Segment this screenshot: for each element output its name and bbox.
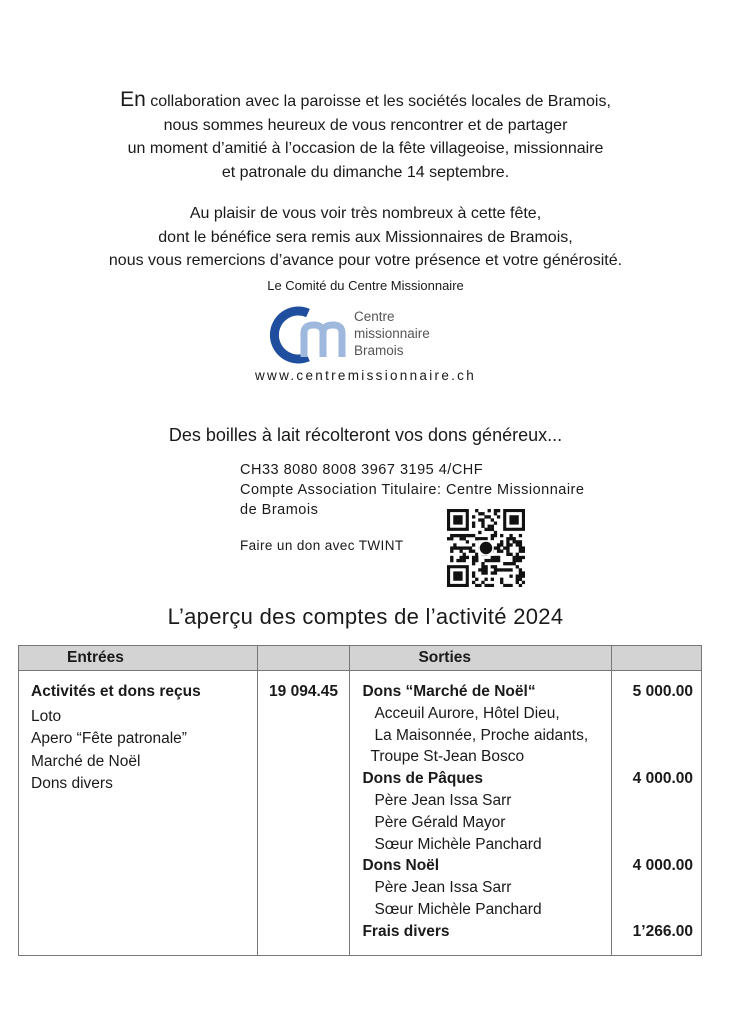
bank-details bbox=[240, 460, 584, 520]
logo-line-2: missionnaire bbox=[354, 326, 430, 341]
expense-item: Père Jean Issa Sarr bbox=[374, 791, 512, 809]
intro-line-3: un moment d’amitié à l’occasion de la fête villageoise, missionnaire bbox=[127, 140, 604, 157]
income-item: Marché de Noël bbox=[31, 752, 141, 770]
expense-group-title: Dons de Pâques bbox=[362, 770, 484, 788]
account-line-2: de Bramois bbox=[240, 502, 319, 518]
expense-amount: 4 000.00 bbox=[632, 857, 693, 875]
donation-headline: Des boilles à lait récolteront vos dons généreux... bbox=[168, 425, 563, 445]
accounts-table bbox=[18, 645, 702, 956]
expense-amount: 4 000.00 bbox=[632, 770, 693, 788]
website-link[interactable]: www.centremissionnaire.ch bbox=[254, 368, 477, 383]
intro-line-7: nous vous remercions d’avance pour votre présence et votre générosité. bbox=[108, 252, 623, 269]
expense-amount: 1’266.00 bbox=[632, 922, 693, 940]
expense-item: Père Jean Issa Sarr bbox=[374, 879, 512, 897]
accounts-body-row bbox=[19, 671, 702, 956]
intro-line-1: collaboration avec la paroisse et les sociétés locales de Bramois, bbox=[145, 93, 611, 110]
income-cell bbox=[19, 671, 258, 956]
header-entrees: Entrées bbox=[19, 646, 258, 671]
income-item: Loto bbox=[31, 707, 62, 725]
accounts-header-row bbox=[19, 646, 702, 671]
expense-item: Acceuil Aurore, Hôtel Dieu, bbox=[374, 704, 560, 722]
logo-line-3: Bramois bbox=[354, 343, 404, 358]
expense-item: Troupe St-Jean Bosco bbox=[370, 748, 525, 766]
intro-text bbox=[0, 88, 731, 273]
expense-group-title: Frais divers bbox=[362, 922, 450, 940]
committee-signature: Le Comité du Centre Missionnaire bbox=[267, 278, 464, 293]
qr-code-icon bbox=[447, 509, 525, 587]
accounts-title: L’aperçu des comptes de l’activité 2024 bbox=[167, 604, 564, 629]
intro-line-5: Au plaisir de vous voir très nombreux à cette fête, bbox=[189, 205, 542, 222]
intro-first-word: En bbox=[120, 88, 146, 111]
intro-line-4: et patronale du dimanche 14 septembre. bbox=[221, 163, 510, 181]
income-total: 19 094.45 bbox=[257, 671, 350, 956]
iban: CH33 8080 8008 3967 3195 4/CHF bbox=[240, 462, 484, 478]
income-item: Dons divers bbox=[31, 775, 113, 792]
expenses-cell bbox=[350, 671, 612, 956]
expense-item: Père Gérald Mayor bbox=[374, 813, 506, 831]
expense-group-title: Dons “Marché de Noël“ bbox=[362, 683, 536, 700]
header-blank-2 bbox=[612, 646, 702, 671]
logo-text bbox=[354, 308, 430, 359]
twint-qr-code[interactable] bbox=[447, 509, 525, 587]
twint-label: Faire un don avec TWINT bbox=[240, 538, 404, 553]
expense-item: Sœur Michèle Panchard bbox=[374, 900, 542, 918]
expense-amounts-cell bbox=[612, 671, 702, 956]
expense-group-title: Dons Noël bbox=[362, 857, 440, 875]
expense-amount: 5 000.00 bbox=[632, 683, 693, 700]
logo-line-1: Centre bbox=[354, 309, 395, 324]
account-line-1: Compte Association Titulaire: Centre Missionnaire bbox=[240, 482, 585, 498]
header-blank-1 bbox=[257, 646, 350, 671]
expense-item: Sœur Michèle Panchard bbox=[374, 835, 542, 853]
expense-item: La Maisonnée, Proche aidants, bbox=[374, 726, 589, 744]
cm-logo-icon bbox=[268, 305, 358, 365]
centre-missionnaire-logo bbox=[268, 305, 468, 365]
income-head: Activités et dons reçus bbox=[31, 683, 201, 700]
income-item: Apero “Fête patronale” bbox=[31, 730, 187, 747]
intro-line-2: nous sommes heureux de vous rencontrer et de partager bbox=[163, 116, 568, 134]
header-sorties: Sorties bbox=[350, 646, 612, 671]
intro-line-6: dont le bénéfice sera remis aux Missionnaires de Bramois, bbox=[158, 228, 573, 246]
